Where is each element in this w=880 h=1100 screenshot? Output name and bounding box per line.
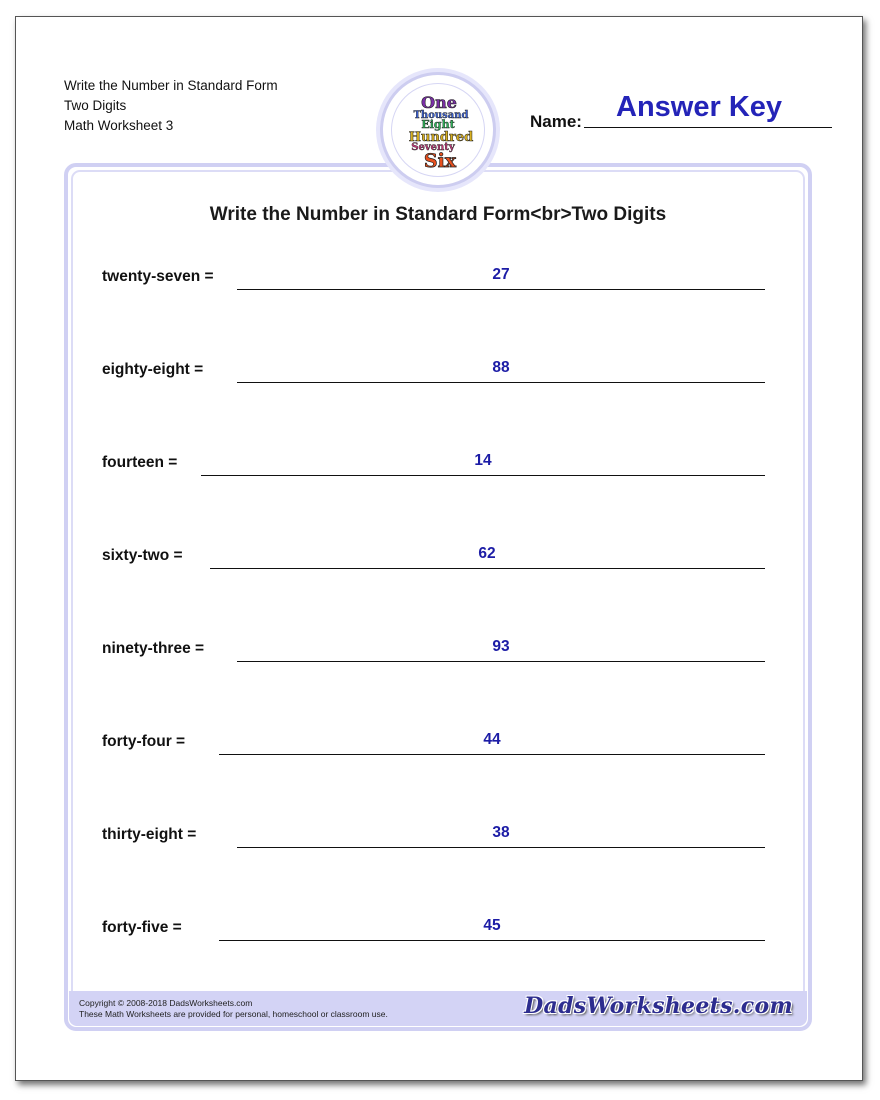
problem-answer: 27 (492, 266, 510, 283)
answer-line (219, 940, 765, 941)
answer-line (210, 568, 765, 569)
logo-word-eight: Eight (421, 118, 455, 131)
worksheet-frame (64, 163, 812, 1031)
problem-prompt: twenty-seven = (102, 268, 214, 285)
logo-word-hundred: Hundred (408, 130, 474, 145)
problem-prompt: forty-five = (102, 919, 182, 936)
answer-line (201, 475, 765, 476)
header-subtitle: Two Digits (64, 98, 127, 113)
problem-prompt: fourteen = (102, 454, 178, 471)
logo-word-six: Six (423, 150, 457, 172)
copyright-line: Copyright © 2008-2018 DadsWorksheets.com (79, 998, 253, 1008)
problem-prompt: thirty-eight = (102, 826, 197, 843)
problem-answer: 62 (478, 545, 496, 562)
name-label: Name: (530, 112, 582, 131)
answer-line (237, 847, 765, 848)
problem-prompt: eighty-eight = (102, 361, 204, 378)
header-worksheet-number: Math Worksheet 3 (64, 118, 174, 133)
usage-notice: These Math Worksheets are provided for personal, homeschool or classroom use. (79, 1009, 388, 1019)
answer-line (237, 661, 765, 662)
problem-answer: 45 (483, 917, 501, 934)
answer-line (237, 382, 765, 383)
dadsworksheets-logo: DadsWorksheets.com (524, 993, 793, 1019)
logo-badge (380, 72, 496, 188)
header-title: Write the Number in Standard Form (64, 78, 278, 93)
logo-word-seventy: Seventy (411, 142, 455, 153)
number-words-logo (393, 85, 483, 175)
problem-answer: 44 (483, 731, 501, 748)
header-text (64, 76, 278, 136)
worksheet-frame-inner (71, 170, 805, 1024)
problem-answer: 88 (492, 359, 510, 376)
answer-line (219, 754, 765, 755)
problem-answer: 14 (474, 452, 492, 469)
worksheet-title: Write the Number in Standard Form<br>Two Digits (209, 204, 667, 225)
worksheet-footer (69, 991, 807, 1026)
problem-answer: 93 (492, 638, 510, 655)
answer-line (237, 289, 765, 290)
problem-prompt: sixty-two = (102, 547, 183, 564)
answer-key-label: Answer Key (616, 91, 783, 123)
copyright-text (79, 998, 388, 1020)
logo-word-thousand: Thousand (413, 110, 469, 121)
name-field-line (584, 127, 832, 128)
problem-prompt: ninety-three = (102, 640, 205, 657)
problem-prompt: forty-four = (102, 733, 186, 750)
problem-answer: 38 (492, 824, 510, 841)
worksheet-page (15, 16, 863, 1081)
logo-word-one: One (421, 93, 457, 112)
